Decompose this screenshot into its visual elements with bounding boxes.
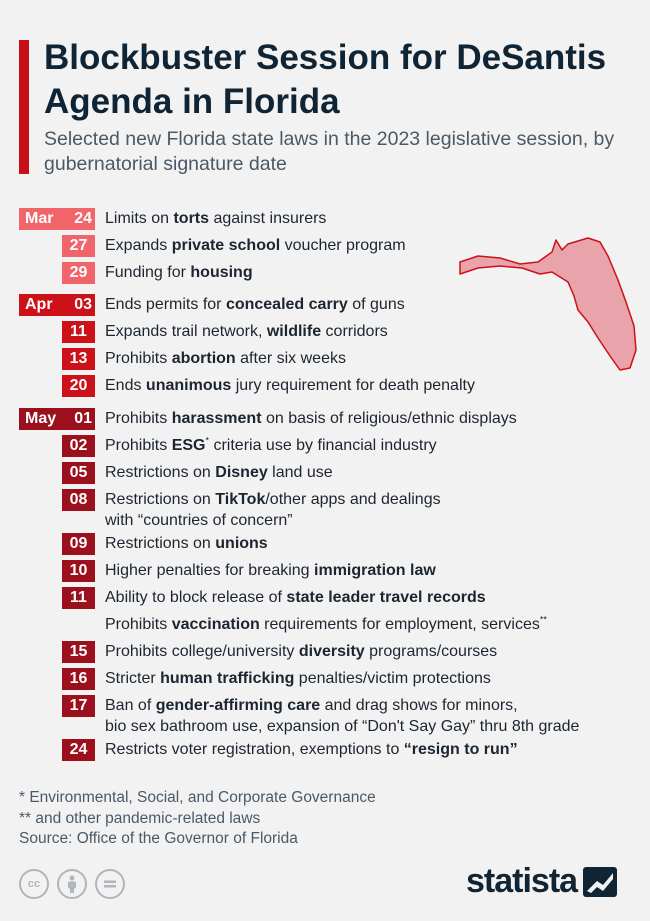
- timeline-row: [0, 321, 650, 345]
- law-text-lead: Prohibits college/university: [105, 643, 299, 660]
- law-keyword: diversity: [298, 643, 365, 660]
- law-text: [105, 235, 406, 256]
- law-text-lead: Expands: [105, 237, 172, 254]
- badge-month: May: [25, 410, 57, 427]
- law-text: [105, 668, 491, 689]
- timeline-row: [0, 375, 650, 399]
- law-text-lead: Stricter: [105, 670, 161, 687]
- law-text-tail: after six weeks: [235, 350, 346, 367]
- date-badge: [19, 294, 95, 316]
- no-derivatives-icon[interactable]: [95, 869, 125, 899]
- source-note: Source: Office of the Governor of Florida: [19, 830, 298, 847]
- law-keyword: concealed carry: [225, 296, 348, 313]
- timeline-row: [0, 462, 650, 486]
- law-text-lead: Higher penalties for breaking: [105, 562, 315, 579]
- law-text-tail: land use: [267, 464, 333, 481]
- law-keyword: unions: [215, 535, 268, 552]
- law-text-line2: bio sex bathroom use, expansion of “Don't Say Gay” thru 8th grade: [105, 718, 580, 735]
- law-text: [105, 614, 547, 635]
- law-text-tail: /other apps and dealings: [265, 491, 441, 508]
- timeline-row: [0, 533, 650, 557]
- law-text: [105, 375, 475, 396]
- law-keyword: abortion: [171, 350, 236, 367]
- day-badge: 29: [62, 262, 95, 284]
- law-text-tail: against insurers: [209, 210, 327, 227]
- day-badge: 08: [62, 489, 95, 511]
- law-text: [105, 262, 253, 283]
- day-badge: 20: [62, 375, 95, 397]
- license-icons: [19, 869, 125, 899]
- date-badge: [19, 208, 95, 230]
- law-text-tail: requirements for employment, services: [259, 616, 540, 633]
- badge-day: 24: [74, 210, 92, 227]
- law-keyword: Disney: [215, 464, 268, 481]
- law-text-lead: Restrictions on: [105, 464, 216, 481]
- law-text-tail: penalties/victim protections: [294, 670, 491, 687]
- law-text-lead: Prohibits: [105, 410, 172, 427]
- timeline-row: [0, 587, 650, 611]
- law-keyword: “resign to run”: [403, 741, 518, 758]
- law-keyword: unanimous: [145, 377, 232, 394]
- law-text-lead: Expands trail network,: [105, 323, 267, 340]
- day-badge: 13: [62, 348, 95, 370]
- law-keyword: vaccination: [171, 616, 260, 633]
- law-text-lead: Prohibits: [105, 616, 172, 633]
- law-keyword: TikTok: [215, 491, 266, 508]
- law-text: [105, 560, 436, 581]
- footnotes: [19, 788, 376, 850]
- law-text-tail: and drag shows for minors,: [320, 697, 518, 714]
- footnote-marker: **: [539, 614, 547, 625]
- law-text-tail: of guns: [347, 296, 405, 313]
- law-text: [105, 587, 486, 608]
- footnote-esg: * Environmental, Social, and Corporate Governance: [19, 789, 376, 806]
- law-keyword: housing: [190, 264, 253, 281]
- law-text: [105, 435, 437, 456]
- law-text: [105, 408, 517, 429]
- timeline-row: [0, 739, 650, 763]
- timeline-row: [0, 348, 650, 372]
- law-text-lead: Ends: [105, 377, 146, 394]
- law-text-tail: criteria use by financial industry: [209, 437, 437, 454]
- day-badge: 11: [62, 321, 95, 343]
- page-subtitle: Selected new Florida state laws in the 2023 legislative session, by gubernatorial signature date: [44, 128, 615, 175]
- day-badge: 24: [62, 739, 95, 761]
- law-text-lead: Restrictions on: [105, 535, 216, 552]
- law-keyword: private school: [171, 237, 281, 254]
- timeline-row: [0, 435, 650, 459]
- law-text-lead: Ability to block release of: [105, 589, 287, 606]
- law-text: [105, 695, 579, 737]
- badge-day: 03: [74, 296, 92, 313]
- date-badge: [19, 408, 95, 430]
- cc-icon[interactable]: cc: [19, 869, 49, 899]
- day-badge: 02: [62, 435, 95, 457]
- statista-brand[interactable]: [466, 862, 617, 901]
- law-keyword: gender-affirming care: [155, 697, 321, 714]
- timeline-row: [0, 560, 650, 584]
- law-text-lead: Restrictions on: [105, 491, 216, 508]
- timeline-row: [0, 235, 650, 259]
- attribution-icon[interactable]: [57, 869, 87, 899]
- law-text: [105, 641, 497, 662]
- day-badge: 16: [62, 668, 95, 690]
- law-text-lead: Ends permits for: [105, 296, 226, 313]
- law-text: [105, 294, 405, 315]
- law-keyword: harassment: [171, 410, 262, 427]
- day-badge: 17: [62, 695, 95, 717]
- timeline-row: [0, 294, 650, 318]
- timeline-row: [0, 408, 650, 432]
- law-text-tail: jury requirement for death penalty: [231, 377, 475, 394]
- timeline-row: [0, 695, 650, 735]
- law-text-tail: corridors: [321, 323, 388, 340]
- law-text-lead: Restricts voter registration, exemptions to: [105, 741, 404, 758]
- law-text: [105, 321, 388, 342]
- law-keyword: immigration law: [314, 562, 436, 579]
- law-text: [105, 489, 441, 531]
- law-keyword: wildlife: [266, 323, 322, 340]
- law-keyword: ESG: [171, 437, 206, 454]
- timeline-row: [0, 489, 650, 529]
- law-text: [105, 208, 326, 229]
- accent-bar: [19, 40, 29, 174]
- law-text-lead: Prohibits: [105, 437, 172, 454]
- footnote-pandemic: ** and other pandemic-related laws: [19, 809, 261, 827]
- statista-wordmark: statista: [466, 862, 578, 900]
- day-badge: 09: [62, 533, 95, 555]
- day-badge: 27: [62, 235, 95, 257]
- law-text: [105, 348, 346, 369]
- law-text-tail: voucher program: [280, 237, 406, 254]
- timeline-row: [0, 208, 650, 232]
- badge-month: Mar: [25, 210, 54, 227]
- law-text: [105, 739, 518, 760]
- law-keyword: state leader travel records: [286, 589, 486, 606]
- law-text-line2: with “countries of concern”: [105, 512, 293, 529]
- timeline-row: [0, 641, 650, 665]
- law-text-tail: programs/courses: [364, 643, 498, 660]
- law-text-lead: Prohibits: [105, 350, 172, 367]
- timeline-row: [0, 614, 650, 638]
- law-text: [105, 533, 268, 554]
- law-text-tail: on basis of religious/ethnic displays: [261, 410, 517, 427]
- badge-day: 01: [74, 410, 92, 427]
- law-keyword: torts: [173, 210, 210, 227]
- page-title: Blockbuster Session for DeSantis Agenda in Florida: [44, 38, 607, 121]
- footnote-marker: *: [205, 435, 210, 446]
- law-text-lead: Ban of: [105, 697, 156, 714]
- law-text-lead: Funding for: [105, 264, 191, 281]
- statista-logo-icon: [583, 867, 617, 897]
- day-badge: 15: [62, 641, 95, 663]
- day-badge: 10: [62, 560, 95, 582]
- law-keyword: human trafficking: [160, 670, 295, 687]
- badge-month: Apr: [25, 296, 53, 313]
- timeline-row: [0, 668, 650, 692]
- day-badge: 05: [62, 462, 95, 484]
- day-badge: 11: [62, 587, 95, 609]
- timeline-row: [0, 262, 650, 286]
- law-text-lead: Limits on: [105, 210, 174, 227]
- law-text: [105, 462, 333, 483]
